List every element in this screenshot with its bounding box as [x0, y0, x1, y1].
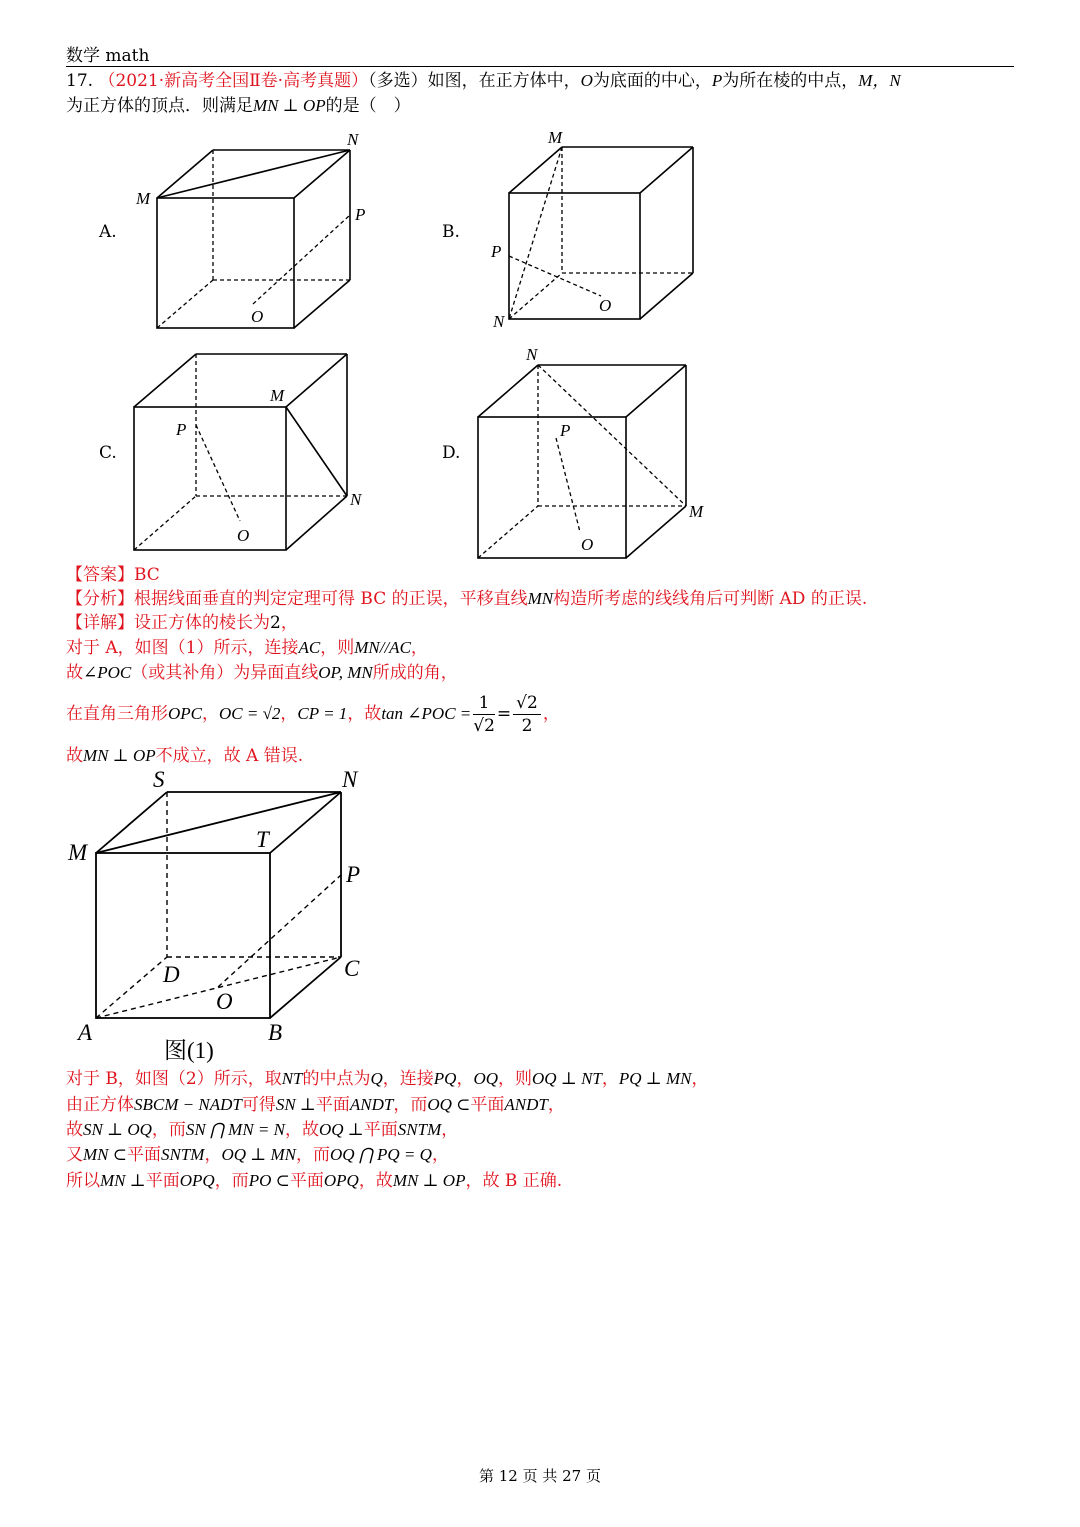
math-expression: OPC [168, 704, 202, 723]
detail-text: ，故 B 正确. [465, 1171, 563, 1191]
label-p: P [355, 205, 366, 224]
math-expression: = [496, 704, 512, 724]
math-expression: tan ∠POC = [381, 704, 472, 723]
point-o: O [580, 71, 593, 90]
math-expression: OQ ⊥ [319, 1120, 364, 1139]
math-expression: OPQ [179, 1171, 215, 1190]
label-n: N [350, 490, 362, 509]
question-text: 为所在棱的中点， [722, 71, 859, 91]
math-expression: ∠POC [83, 663, 132, 682]
label-s: S [153, 767, 165, 792]
detail-text: 对于 B，如图（2）所示，取 [66, 1069, 282, 1089]
label-m: M [136, 189, 151, 208]
detail-text: 平面 [145, 1171, 180, 1191]
figure-caption: 图(1) [164, 1038, 214, 1063]
detail-text: ， [431, 1145, 449, 1165]
math-expression: MN ⊂ [83, 1145, 127, 1164]
math-expression: SN ⊥ [275, 1095, 316, 1114]
detail-tag: 【详解】 [66, 613, 134, 633]
detail-text: ， [547, 1095, 565, 1115]
fraction-numerator: 1 [473, 692, 495, 715]
math-expression: AC [298, 638, 321, 657]
figure-1-cube [66, 765, 396, 1070]
detail-text: ，故 [285, 1120, 319, 1140]
label-n: N [347, 130, 359, 149]
math-expression: MN ⊥ OP [253, 96, 326, 115]
detail-text: 又 [66, 1145, 83, 1165]
question-text: 为正方体的顶点．则满足 [66, 96, 253, 116]
detail-text: ，连接 [382, 1069, 434, 1089]
math-expression: OPQ [323, 1171, 359, 1190]
detail-text: 可得 [241, 1095, 276, 1115]
detail-text: ， [601, 1069, 619, 1089]
label-d: D [163, 962, 180, 987]
label-o: O [599, 296, 612, 315]
detail-text: ， [280, 613, 298, 633]
math-expression: OC = √2 [219, 704, 281, 723]
math-expression: OQ ⊥ NT [532, 1069, 602, 1088]
answer-value: BC [134, 565, 160, 585]
answer-line [66, 563, 160, 587]
fraction [513, 692, 541, 737]
math-expression: SNTM [161, 1145, 205, 1164]
point-p: P [711, 71, 723, 90]
math-expression: MN//AC [354, 638, 411, 657]
detail-text: 由正方体 [66, 1095, 134, 1115]
question-line-2 [66, 94, 411, 118]
detail-text: 故 [66, 663, 83, 683]
label-m: M [270, 386, 285, 405]
detail-text: ， [204, 1145, 222, 1165]
detail-text: ， [456, 1069, 474, 1089]
analysis-tag: 【分析】 [66, 589, 134, 609]
part-b-line-2 [66, 1093, 565, 1117]
detail-text: ， [410, 638, 428, 658]
detail-text: 平面 [315, 1095, 350, 1115]
cube-figure-c [120, 345, 380, 560]
math-expression: OQ ⊂ [427, 1095, 471, 1114]
label-o: O [251, 307, 264, 326]
label-b: B [268, 1020, 283, 1045]
choice-d-label: D. [442, 443, 461, 463]
label-o: O [216, 989, 233, 1014]
math-expression: 2 [270, 613, 281, 633]
choice-b-label: B. [442, 222, 460, 242]
part-b-line-1 [66, 1067, 709, 1091]
part-a-line-1 [66, 636, 428, 660]
detail-text: ， [441, 1120, 459, 1140]
math-expression: OQ ⊥ MN [221, 1145, 297, 1164]
math-expression: Q [370, 1069, 383, 1088]
question-line-1 [66, 69, 901, 93]
math-expression: SN ⊥ OQ [83, 1120, 152, 1139]
math-expression: OQ ⋂ PQ = Q [330, 1145, 432, 1164]
fraction-denominator: 2 [521, 716, 533, 736]
label-o: O [581, 535, 594, 554]
label-m: M [68, 840, 88, 865]
math-expression: PO ⊂ [248, 1171, 290, 1190]
part-a-line-3 [66, 690, 560, 738]
page-header: 数学 math [66, 46, 150, 66]
label-m: M [548, 128, 563, 147]
label-m: M [689, 502, 704, 521]
cube-figure-a [120, 125, 380, 340]
analysis-line [66, 587, 867, 611]
math-expression: ANDT [504, 1095, 548, 1114]
math-expression: MN ⊥ [100, 1171, 146, 1190]
math-expression: OQ [473, 1069, 499, 1088]
question-source: （2021·新高考全国Ⅱ卷·高考真题） [98, 71, 369, 91]
detail-text: ， [202, 704, 219, 724]
detail-line [66, 611, 298, 635]
part-a-line-2 [66, 661, 458, 685]
label-t: T [256, 827, 269, 852]
detail-text: ，则 [320, 638, 355, 658]
header-rule [66, 66, 1014, 67]
math-expression: SBCM − NADT [134, 1095, 242, 1114]
detail-text: ， [691, 1069, 709, 1089]
math-expression: SN ⋂ MN = N [185, 1120, 285, 1139]
detail-text: 所以 [66, 1171, 100, 1191]
label-p: P [560, 421, 571, 440]
label-o: O [237, 526, 250, 545]
part-b-line-3 [66, 1118, 458, 1142]
math-expression: NT [281, 1069, 303, 1088]
analysis-text: 构造所考虑的线线角后可判断 AD 的正误. [553, 589, 868, 609]
detail-text: 在直角三角形 [66, 704, 168, 724]
math-expression: SNTM [397, 1120, 442, 1139]
part-b-line-5 [66, 1169, 562, 1193]
label-c: C [344, 956, 360, 981]
detail-text: （或其补角）为异面直线 [131, 663, 319, 683]
label-n: N [493, 312, 505, 331]
detail-text: 所成的角， [372, 663, 458, 683]
detail-text: ，而 [151, 1120, 186, 1140]
cube-figure-d [470, 340, 730, 565]
math-expression: ANDT [349, 1095, 394, 1114]
label-n: N [342, 767, 358, 792]
question-text: 为底面的中心， [592, 71, 712, 91]
question-text: （多选）如图，在正方体中， [368, 71, 581, 91]
math-expression: MN [527, 589, 554, 608]
detail-text: ，而 [214, 1171, 249, 1191]
detail-text: 平面 [363, 1120, 398, 1140]
cube-figure-b [485, 125, 705, 335]
math-expression: CP = 1 [297, 704, 348, 723]
detail-text: ，则 [498, 1069, 533, 1089]
detail-text: ，故 [358, 1171, 393, 1191]
detail-text: ， [280, 704, 298, 724]
fraction-denominator: √2 [473, 716, 495, 736]
detail-text: 的中点为 [302, 1069, 371, 1089]
analysis-text: 根据线面垂直的判定定理可得 BC 的正误，平移直线 [134, 589, 528, 609]
question-text: 的是（ ） [325, 96, 411, 116]
math-expression: OP, MN [318, 663, 373, 682]
detail-text: ， [542, 704, 560, 724]
label-a: A [78, 1020, 93, 1045]
choice-c-label: C. [99, 443, 117, 463]
detail-text: 平面 [470, 1095, 505, 1115]
math-expression: PQ ⊥ MN [618, 1069, 692, 1088]
math-expression: PQ [433, 1069, 457, 1088]
detail-text: 不成立，故 A 错误. [155, 746, 304, 766]
math-expression: MN ⊥ OP [83, 746, 156, 765]
label-p: P [491, 242, 502, 261]
page-footer: 第 12 页 共 27 页 [478, 1467, 601, 1485]
choice-a-label: A. [99, 222, 117, 242]
answer-tag: 【答案】 [66, 565, 134, 585]
detail-text: 故 [66, 1120, 83, 1140]
detail-text: ，而 [393, 1095, 428, 1115]
detail-text: 对于 A，如图（1）所示，连接 [66, 638, 299, 658]
detail-text: 平面 [127, 1145, 161, 1165]
detail-text: 设正方体的棱长为 [134, 613, 270, 633]
detail-text: 故 [66, 746, 83, 766]
fraction [473, 692, 495, 737]
label-p: P [176, 420, 187, 439]
detail-text: ，故 [347, 704, 382, 724]
detail-text: 平面 [289, 1171, 324, 1191]
label-n: N [526, 345, 538, 364]
math-expression: MN ⊥ OP [392, 1171, 466, 1190]
part-b-line-4 [66, 1143, 449, 1167]
points-mn: M，N [858, 71, 901, 90]
detail-text: ，而 [296, 1145, 331, 1165]
fraction-numerator: √2 [513, 692, 541, 715]
label-p: P [346, 862, 361, 887]
question-number: 17. [66, 71, 94, 91]
